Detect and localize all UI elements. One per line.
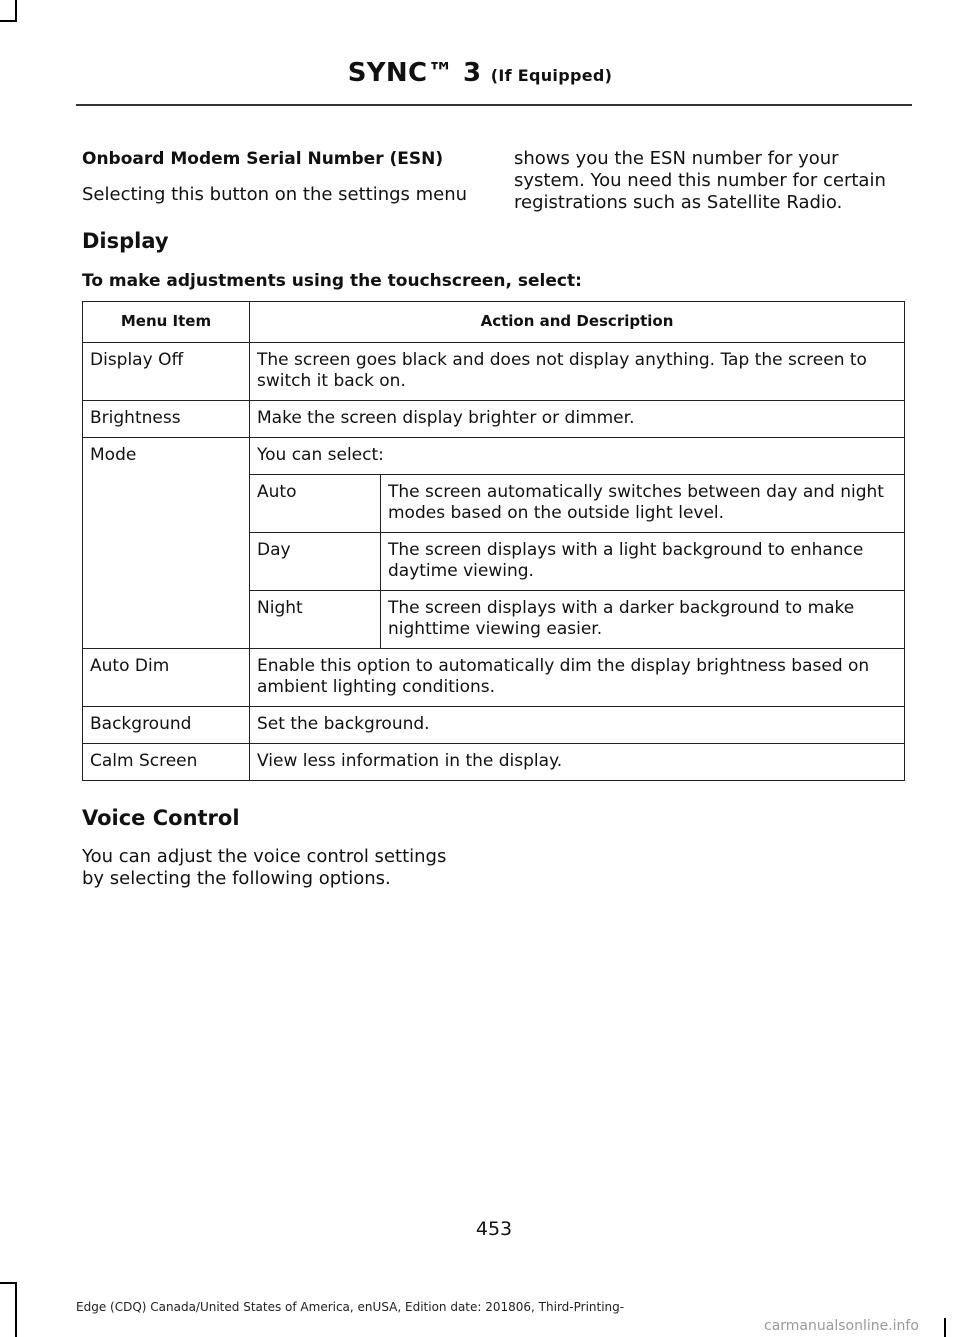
menu-item-cell: Auto Dim xyxy=(83,649,250,707)
esn-text-left: Selecting this button on the settings menu xyxy=(82,184,468,205)
mode-option-name: Day xyxy=(250,533,381,591)
mode-option-name: Night xyxy=(250,591,381,649)
table-row xyxy=(83,401,905,438)
header-divider xyxy=(76,104,912,106)
crop-mark-top-left-vertical xyxy=(15,0,17,22)
display-intro: To make adjustments using the touchscreen, select: xyxy=(82,271,582,291)
mode-option-desc: The screen automatically switches between day and night modes based on the outside light level. xyxy=(381,475,905,533)
mode-options-cell xyxy=(250,438,905,649)
column-header-action: Action and Description xyxy=(250,302,905,343)
crop-mark-bottom-right-vertical xyxy=(944,1318,946,1337)
table-row xyxy=(83,744,905,781)
mode-option-name: Auto xyxy=(250,475,381,533)
esn-left-column xyxy=(82,148,482,206)
crop-mark-bottom-left-horizontal xyxy=(0,1282,17,1284)
description-cell: Enable this option to automatically dim the display brightness based on ambient lighting conditions. xyxy=(250,649,905,707)
voice-control-text: You can adjust the voice control settings by selecting the following options. xyxy=(82,846,447,889)
mode-intro: You can select: xyxy=(250,438,904,475)
display-settings-table xyxy=(82,301,905,781)
crop-mark-top-left-horizontal xyxy=(0,20,17,22)
mode-options-table xyxy=(250,475,904,648)
esn-right-column xyxy=(514,148,906,214)
table-row xyxy=(83,343,905,401)
column-header-menu-item: Menu Item xyxy=(83,302,250,343)
voice-control-text-block xyxy=(82,846,472,890)
mode-option-desc: The screen displays with a light background to enhance daytime viewing. xyxy=(381,533,905,591)
page-number: 453 xyxy=(475,1218,513,1240)
menu-item-cell: Brightness xyxy=(83,401,250,438)
mode-option-row xyxy=(250,533,904,591)
description-cell: Make the screen display brighter or dimmer. xyxy=(250,401,905,438)
description-cell: View less information in the display. xyxy=(250,744,905,781)
header-subtitle: (If Equipped) xyxy=(490,66,613,85)
esn-text-right: shows you the ESN number for your system. You need this number for certain registrations such as Satellite Radio. xyxy=(514,148,886,213)
header-title: SYNC™ 3 xyxy=(347,58,482,88)
page-header-title xyxy=(0,58,960,88)
crop-mark-bottom-left-vertical xyxy=(15,1282,17,1337)
table-row xyxy=(83,707,905,744)
table-row-mode xyxy=(83,438,905,649)
table-header-row xyxy=(83,302,905,343)
esn-heading: Onboard Modem Serial Number (ESN) xyxy=(82,149,444,169)
menu-item-cell: Display Off xyxy=(83,343,250,401)
description-cell: Set the background. xyxy=(250,707,905,744)
menu-item-cell: Calm Screen xyxy=(83,744,250,781)
mode-option-desc: The screen displays with a darker background to make nighttime viewing easier. xyxy=(388,598,855,639)
description-cell: The screen goes black and does not display anything. Tap the screen to switch it back on. xyxy=(250,343,905,401)
mode-option-row xyxy=(250,475,904,533)
menu-item-cell: Mode xyxy=(83,438,250,649)
table-row xyxy=(83,649,905,707)
watermark: carmanualsonline.info xyxy=(764,1318,919,1334)
voice-control-heading: Voice Control xyxy=(82,806,240,830)
mode-option-row xyxy=(250,591,904,649)
display-heading: Display xyxy=(82,229,169,253)
page-footer: Edge (CDQ) Canada/United States of America, enUSA, Edition date: 201806, Third-Printing- xyxy=(76,1300,625,1314)
menu-item-cell: Background xyxy=(83,707,250,744)
